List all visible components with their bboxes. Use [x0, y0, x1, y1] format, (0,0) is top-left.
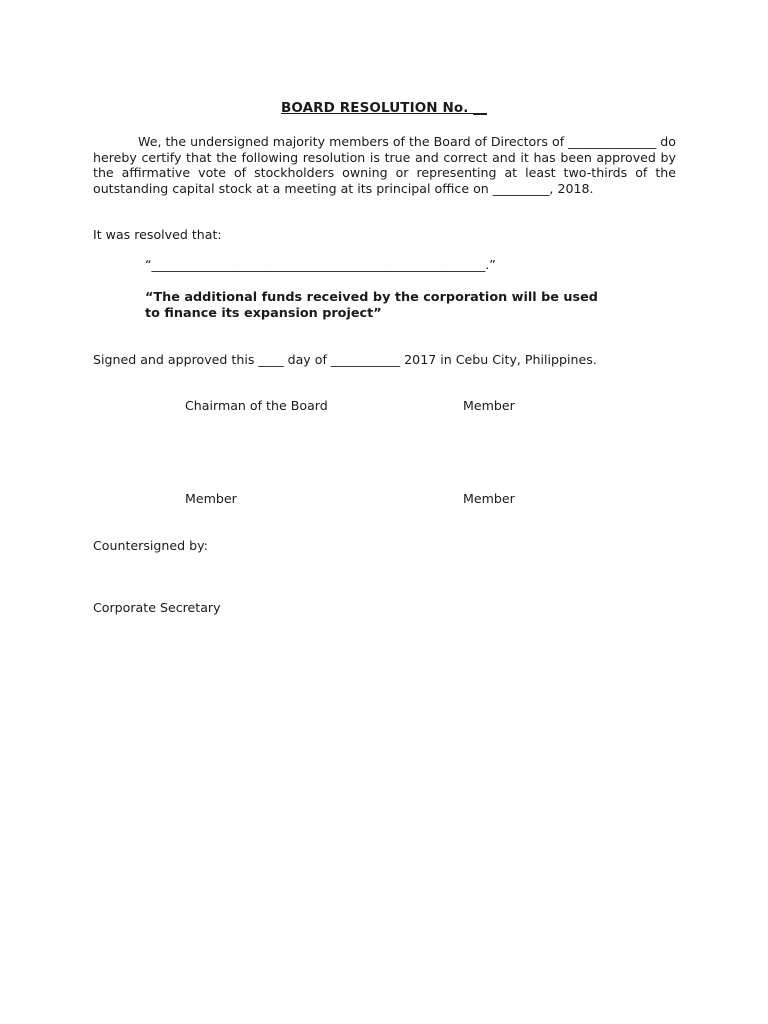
resolution-text: “The additional funds received by the corporation will be used to finance its expansion project” — [145, 290, 598, 321]
resolved-intro: It was resolved that: — [93, 227, 222, 242]
signatory-member: Member — [463, 398, 515, 413]
certification-paragraph: We, the undersigned majority members of the Board of Directors of ______________ do hereby certify that the following resolution is true and correct and it has been approved by the affirmative vote of stockholders owning or representing at least two-thirds of the outstanding capital stock at a meeting at its principal office on _________, 2018. — [93, 134, 676, 196]
countersigned-label: Countersigned by: — [93, 538, 208, 553]
corporate-secretary-label: Corporate Secretary — [93, 600, 221, 615]
document-title — [0, 100, 768, 116]
signatory-member: Member — [463, 491, 515, 506]
signatory-member: Member — [185, 491, 237, 506]
document-title-text: BOARD RESOLUTION No. __ — [281, 100, 487, 116]
signatory-chairman: Chairman of the Board — [185, 398, 328, 413]
signed-approved-line: Signed and approved this ____ day of ___________ 2017 in Cebu City, Philippines. — [93, 352, 597, 367]
resolution-blank-line: “_____________________________________________________.” — [145, 257, 496, 272]
